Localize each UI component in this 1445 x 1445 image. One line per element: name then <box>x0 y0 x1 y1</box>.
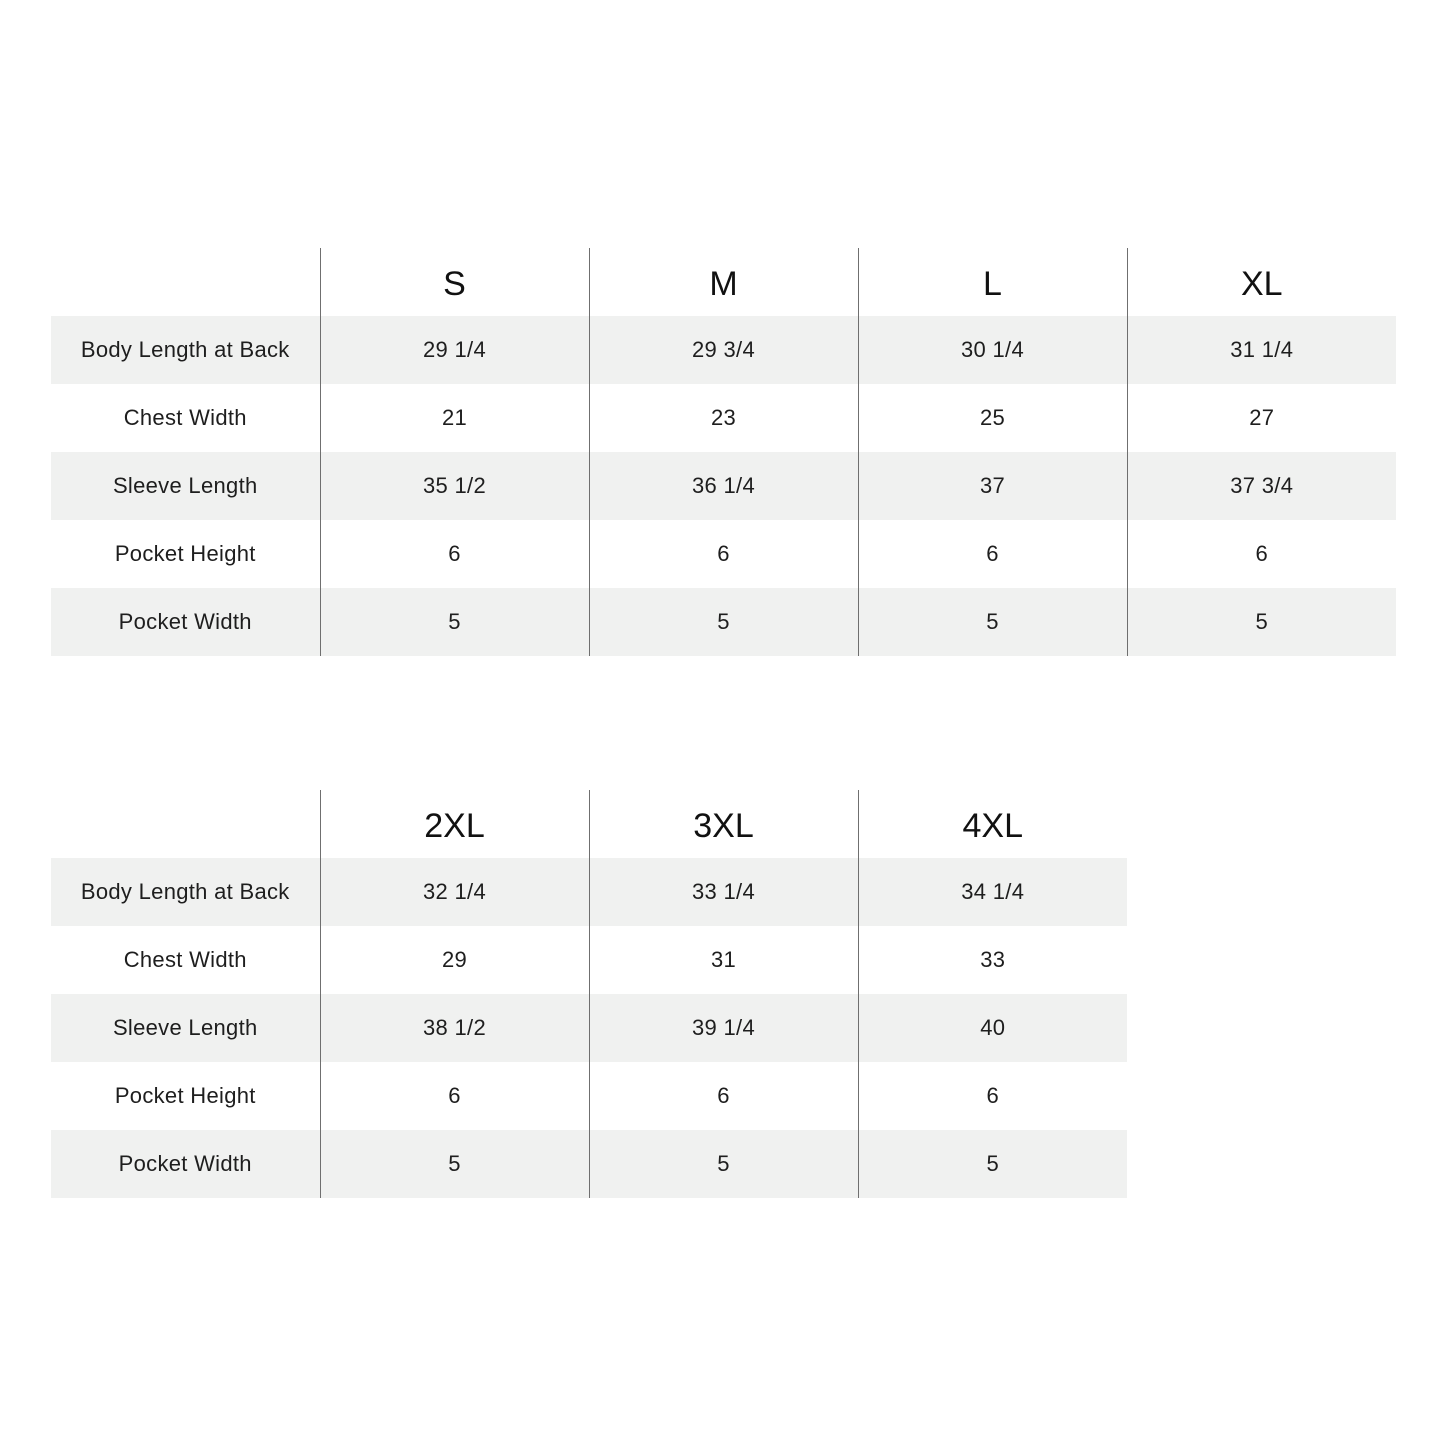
value-cell: 23 <box>589 384 858 452</box>
table-row <box>51 384 1396 452</box>
value-cell: 29 3/4 <box>589 316 858 384</box>
size-header-2xl: 2XL <box>320 790 589 858</box>
value-cell: 37 <box>858 452 1127 520</box>
value-cell: 31 <box>589 926 858 994</box>
value-cell: 31 1/4 <box>1127 316 1396 384</box>
value-cell: 38 1/2 <box>320 994 589 1062</box>
size-header-4xl: 4XL <box>858 790 1127 858</box>
table-row <box>51 1130 1127 1198</box>
size-header-row <box>51 248 1396 316</box>
value-cell: 27 <box>1127 384 1396 452</box>
row-label-body-length: Body Length at Back <box>51 316 320 384</box>
value-cell: 29 1/4 <box>320 316 589 384</box>
value-cell: 6 <box>320 520 589 588</box>
row-label-pocket-height: Pocket Height <box>114 541 256 566</box>
value-cell: 5 <box>320 588 589 656</box>
value-cell: 25 <box>858 384 1127 452</box>
table-row <box>51 520 1396 588</box>
row-label-chest-width: Chest Width <box>123 947 247 972</box>
value-cell: 40 <box>858 994 1127 1062</box>
value-cell: 39 1/4 <box>589 994 858 1062</box>
value-cell: 21 <box>320 384 589 452</box>
value-cell: 33 1/4 <box>589 858 858 926</box>
row-label-pocket-width: Pocket Width <box>51 1130 320 1198</box>
value-cell: 36 1/4 <box>589 452 858 520</box>
value-cell: 5 <box>589 588 858 656</box>
value-cell: 6 <box>858 1062 1127 1130</box>
value-cell: 35 1/2 <box>320 452 589 520</box>
header-blank-cell <box>51 248 320 316</box>
size-header-m: M <box>589 248 858 316</box>
value-cell: 6 <box>589 520 858 588</box>
value-cell: 32 1/4 <box>320 858 589 926</box>
size-header-l: L <box>858 248 1127 316</box>
value-cell: 6 <box>320 1062 589 1130</box>
value-cell: 6 <box>858 520 1127 588</box>
size-chart-table-2 <box>51 790 1127 1198</box>
row-label-pocket-height: Pocket Height <box>114 1083 256 1108</box>
value-cell: 5 <box>1127 588 1396 656</box>
value-cell: 6 <box>1127 520 1396 588</box>
size-header-row <box>51 790 1127 858</box>
value-cell: 5 <box>858 1130 1127 1198</box>
table-row <box>51 858 1127 926</box>
size-chart-table-1 <box>51 248 1396 656</box>
row-label-pocket-width: Pocket Width <box>51 588 320 656</box>
table-row <box>51 1062 1127 1130</box>
row-label-sleeve-length: Sleeve Length <box>51 994 320 1062</box>
value-cell: 5 <box>589 1130 858 1198</box>
table-row <box>51 588 1396 656</box>
row-label-sleeve-length: Sleeve Length <box>51 452 320 520</box>
size-header-3xl: 3XL <box>589 790 858 858</box>
value-cell: 5 <box>858 588 1127 656</box>
value-cell: 30 1/4 <box>858 316 1127 384</box>
value-cell: 5 <box>320 1130 589 1198</box>
table-row <box>51 926 1127 994</box>
header-blank-cell <box>51 790 320 858</box>
table-row <box>51 452 1396 520</box>
value-cell: 6 <box>589 1062 858 1130</box>
size-header-s: S <box>320 248 589 316</box>
value-cell: 37 3/4 <box>1127 452 1396 520</box>
value-cell: 34 1/4 <box>858 858 1127 926</box>
table-row <box>51 994 1127 1062</box>
size-header-xl: XL <box>1127 248 1396 316</box>
value-cell: 29 <box>320 926 589 994</box>
value-cell: 33 <box>858 926 1127 994</box>
row-label-chest-width: Chest Width <box>123 405 247 430</box>
row-label-body-length: Body Length at Back <box>51 858 320 926</box>
table-row <box>51 316 1396 384</box>
